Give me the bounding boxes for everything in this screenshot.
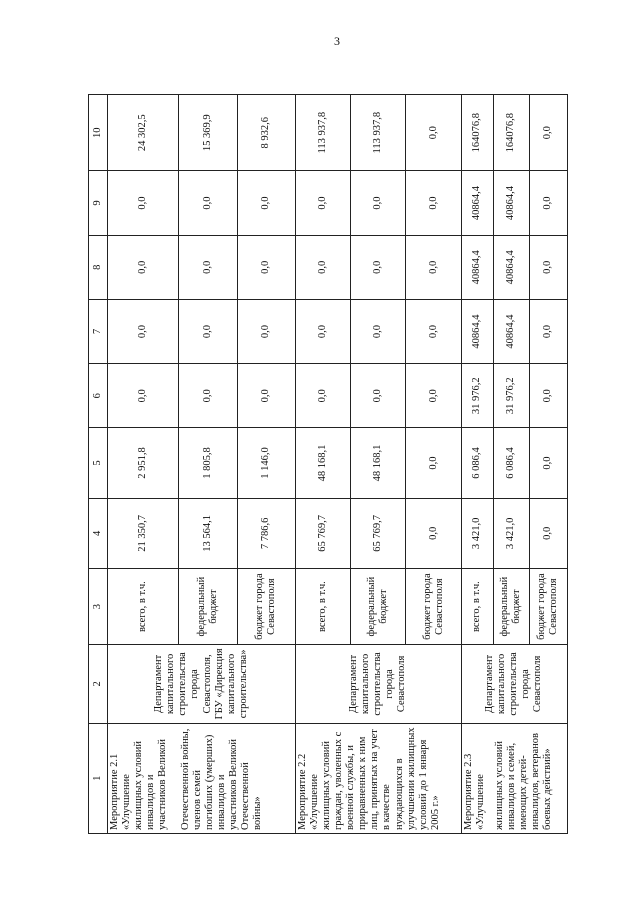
value-cell: 21 350,7 xyxy=(108,498,179,568)
value-cell: 40864,4 xyxy=(461,235,493,299)
value-cell: 0,0 xyxy=(237,299,295,363)
value-cell: 0,0 xyxy=(529,235,567,299)
source-cell: всего, в т.ч. xyxy=(296,568,351,644)
source-cell: федеральный бюджет xyxy=(179,568,237,644)
value-cell: 3 421,0 xyxy=(493,498,529,568)
value-cell: 0,0 xyxy=(529,428,567,498)
source-cell: федеральный бюджет xyxy=(351,568,406,644)
value-cell: 65 769,7 xyxy=(351,498,406,568)
header-cell: 3 xyxy=(89,568,108,644)
value-cell: 0,0 xyxy=(108,171,179,235)
total-cell: 113 937,8 xyxy=(296,95,351,171)
header-cell: 8 xyxy=(89,235,108,299)
value-cell: 6 086,4 xyxy=(461,428,493,498)
total-cell: 8 932,6 xyxy=(237,95,295,171)
value-cell: 1 805,8 xyxy=(179,428,237,498)
total-cell: 164076,8 xyxy=(461,95,493,171)
table-row xyxy=(108,95,179,834)
total-cell: 15 369,9 xyxy=(179,95,237,171)
source-cell: федеральный бюджет xyxy=(493,568,529,644)
measure-cell: Мероприятие 2.2 «Улучшение жилищных условий граждан, уволенных с военной службы, и приравненных к ним лиц, принятых на учет в качестве нуждающихся в улучшении жилищных условий до 1 января 2005 г.» xyxy=(296,723,462,833)
value-cell: 0,0 xyxy=(351,235,406,299)
measure-cell: Отечественной войны, членов семей погибших (умерших) инвалидов и участников Великой Отечественной войны» xyxy=(179,723,296,833)
value-cell: 3 421,0 xyxy=(461,498,493,568)
value-cell: 0,0 xyxy=(179,364,237,428)
header-cell: 9 xyxy=(89,171,108,235)
value-cell: 0,0 xyxy=(108,364,179,428)
source-cell: бюджет города Севастополя xyxy=(529,568,567,644)
value-cell: 31 976,2 xyxy=(493,364,529,428)
total-cell: 24 302,5 xyxy=(108,95,179,171)
value-cell: 0,0 xyxy=(529,498,567,568)
value-cell: 40864,4 xyxy=(493,235,529,299)
measure-cell: Мероприятие 2.3 «Улучшение xyxy=(461,723,493,833)
total-cell: 113 937,8 xyxy=(351,95,406,171)
value-cell: 0,0 xyxy=(406,364,461,428)
value-cell: 0,0 xyxy=(179,171,237,235)
value-cell: 0,0 xyxy=(296,364,351,428)
measure-cell: Мероприятие 2.1 «Улучшение жилищных условий инвалидов и участников Великой xyxy=(108,723,179,833)
value-cell: 0,0 xyxy=(406,235,461,299)
header-cell: 7 xyxy=(89,299,108,363)
header-cell: 4 xyxy=(89,498,108,568)
value-cell: 40864,4 xyxy=(493,299,529,363)
table-row xyxy=(461,95,493,834)
value-cell: 0,0 xyxy=(406,171,461,235)
value-cell: 0,0 xyxy=(296,235,351,299)
rotated-table-container xyxy=(88,94,568,834)
value-cell: 6 086,4 xyxy=(493,428,529,498)
header-cell: 5 xyxy=(89,428,108,498)
budget-table xyxy=(88,94,568,834)
value-cell: 7 786,6 xyxy=(237,498,295,568)
value-cell: 2 951,8 xyxy=(108,428,179,498)
value-cell: 0,0 xyxy=(108,299,179,363)
measure-cell: жилищных условий инвалидов и семей, имеющих детей-инвалидов, ветеранов боевых действий» xyxy=(493,723,567,833)
value-cell: 0,0 xyxy=(237,171,295,235)
value-cell: 0,0 xyxy=(351,171,406,235)
table-row xyxy=(493,95,529,834)
value-cell: 0,0 xyxy=(296,171,351,235)
value-cell: 0,0 xyxy=(406,428,461,498)
page-number: 3 xyxy=(334,34,340,48)
total-cell: 0,0 xyxy=(406,95,461,171)
value-cell: 0,0 xyxy=(108,235,179,299)
source-cell: бюджет города Севастополя xyxy=(406,568,461,644)
value-cell: 0,0 xyxy=(529,299,567,363)
header-cell: 2 xyxy=(89,645,108,723)
source-cell: всего, в т.ч. xyxy=(108,568,179,644)
value-cell: 1 146,0 xyxy=(237,428,295,498)
value-cell: 65 769,7 xyxy=(296,498,351,568)
total-cell: 0,0 xyxy=(529,95,567,171)
value-cell: 0,0 xyxy=(529,364,567,428)
executor-cell: Департамент капитального строительства города Севастополя xyxy=(296,645,462,723)
value-cell: 0,0 xyxy=(296,299,351,363)
executor-cell: Департамент капитального строительства города Севастополя, ГБУ «Дирекция капитального строительства» xyxy=(108,645,296,723)
value-cell: 0,0 xyxy=(406,498,461,568)
source-cell: бюджет города Севастополя xyxy=(237,568,295,644)
value-cell: 0,0 xyxy=(179,299,237,363)
header-cell: 1 xyxy=(89,723,108,833)
header-row xyxy=(89,95,108,834)
source-cell: всего, в т.ч. xyxy=(461,568,493,644)
value-cell: 31 976,2 xyxy=(461,364,493,428)
table-row xyxy=(179,95,237,834)
executor-cell: Департамент капитального строительства города Севастополя xyxy=(461,645,567,723)
value-cell: 40864,4 xyxy=(493,171,529,235)
value-cell: 0,0 xyxy=(351,299,406,363)
value-cell: 0,0 xyxy=(529,171,567,235)
value-cell: 40864,4 xyxy=(461,171,493,235)
value-cell: 48 168,1 xyxy=(296,428,351,498)
value-cell: 48 168,1 xyxy=(351,428,406,498)
value-cell: 0,0 xyxy=(179,235,237,299)
value-cell: 0,0 xyxy=(237,364,295,428)
value-cell: 13 564,1 xyxy=(179,498,237,568)
table-row xyxy=(296,95,351,834)
header-cell: 6 xyxy=(89,364,108,428)
header-cell: 10 xyxy=(89,95,108,171)
total-cell: 164076,8 xyxy=(493,95,529,171)
value-cell: 40864,4 xyxy=(461,299,493,363)
value-cell: 0,0 xyxy=(237,235,295,299)
value-cell: 0,0 xyxy=(406,299,461,363)
value-cell: 0,0 xyxy=(351,364,406,428)
